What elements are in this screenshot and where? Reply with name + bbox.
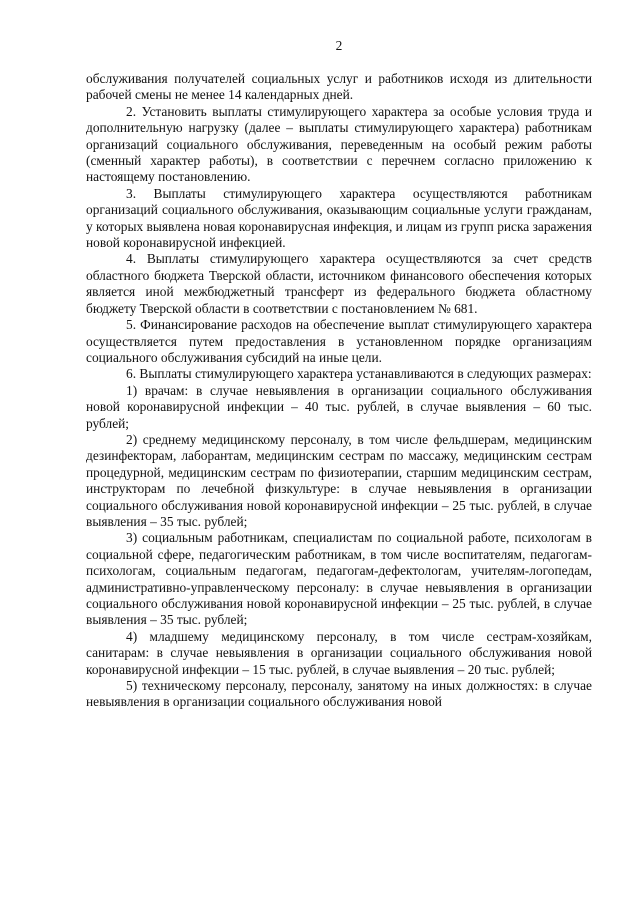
document-body <box>86 71 592 711</box>
paragraph: 5. Финансирование расходов на обеспечение выплат стимулирующего характера осуществляется путем предоставления в установленном порядке организациям социального обслуживания субсидий на иные цели. <box>86 317 592 365</box>
paragraph: 4. Выплаты стимулирующего характера осуществляются за счет средств областного бюджета Тверской области, источником финансового обеспечения которых является иной межбюджетный трансферт из федерального бюджета областному бюджету Тверской области в соответствии с постановлением № 681. <box>86 251 592 316</box>
paragraph: 5) техническому персоналу, персоналу, занятому на иных должностях: в случае невыявления в организации социального обслуживания новой <box>86 678 592 710</box>
paragraph: 6. Выплаты стимулирующего характера устанавливаются в следующих размерах: <box>126 366 592 382</box>
paragraph: обслуживания получателей социальных услуг и работников исходя из длительности рабочей смены не менее 14 календарных дней. <box>86 71 592 103</box>
document-page <box>86 38 592 711</box>
paragraph: 2. Установить выплаты стимулирующего характера за особые условия труда и дополнительную нагрузку (далее – выплаты стимулирующего характера) работникам организаций социального обслуживания, переведенным на особый режим работы (сменный характер работы), в соответствии с перечнем согласно приложению к настоящему постановлению. <box>86 103 592 185</box>
paragraph: 3) социальным работникам, специалистам по социальной работе, психологам в социальной сфере, педагогическим работникам, в том числе воспитателям, педагогам-психологам, социальным педагогам, педагогам-дефектологам, учителям-логопедам, административно-управленческому персоналу: в случае невыявления в организации социального обслуживания новой коронавирусной инфекции – 25 тыс. рублей, в случае выявления – 35 тыс. рублей; <box>86 530 592 628</box>
page-number: 2 <box>335 38 343 53</box>
paragraph: 1) врачам: в случае невыявления в организации социального обслуживания новой коронавирусной инфекции – 40 тыс. рублей, в случае выявления – 60 тыс. рублей; <box>86 382 592 431</box>
paragraph: 2) среднему медицинскому персоналу, в том числе фельдшерам, медицинским дезинфекторам, лаборантам, медицинским сестрам по массажу, медицинским сестрам процедурной, медицинским сестрам по физиотерапии, старшим медицинским сестрам, инструкторам по лечебной физкультуре: в случае невыявления в организации социального обслуживания новой коронавирусной инфекции – 25 тыс. рублей, в случае выявления – 35 тыс. рублей; <box>86 431 592 529</box>
paragraph: 3. Выплаты стимулирующего характера осуществляются работникам организаций социального обслуживания, оказывающим социальные услуги гражданам, у которых выявлена новая коронавирусная инфекция, и лицам из групп риска заражения новой коронавирусной инфекцией. <box>86 185 592 251</box>
paragraph: 4) младшему медицинскому персоналу, в том числе сестрам-хозяйкам, санитарам: в случае невыявления в организации социального обслуживания новой коронавирусной инфекции – 15 тыс. рублей, в случае выявления – 20 тыс. рублей; <box>86 628 592 677</box>
